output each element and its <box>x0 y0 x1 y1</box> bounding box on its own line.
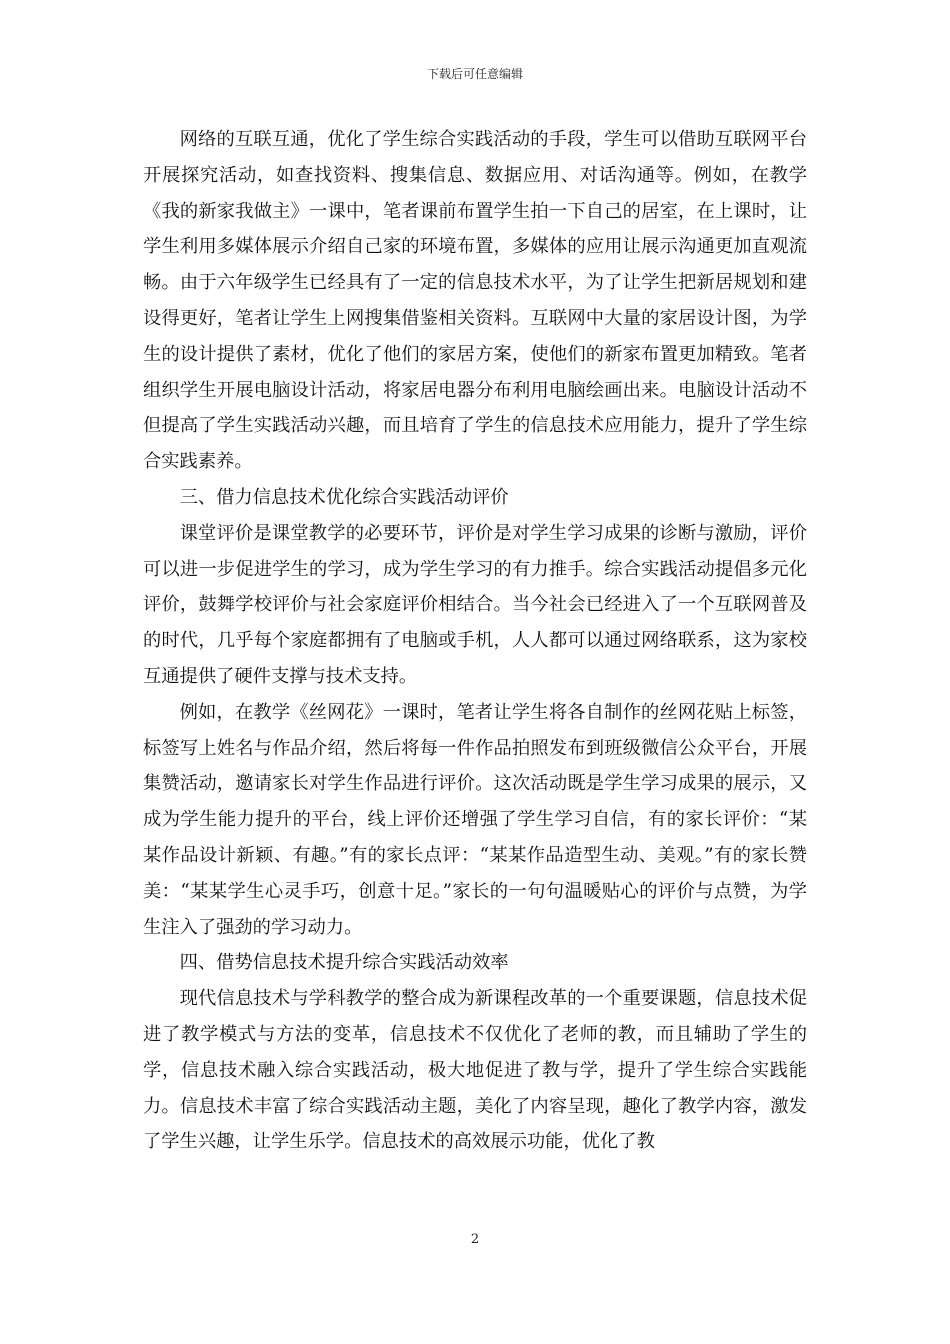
page-number: 2 <box>470 1232 480 1247</box>
paragraph-classroom-evaluation: 课堂评价是课堂教学的必要环节，评价是对学生学习成果的诊断与激励，评价可以进一步促进学生的学习，成为学生学习的有力推手。综合实践活动提倡多元化评价，鼓舞学校评价与社会家庭评价相结合。当今社会已经进入了一个互联网普及的时代，几乎每个家庭都拥有了电脑或手机，人人都可以通过网络联系，这为家校互通提供了硬件支撑与技术支持。 <box>143 522 807 687</box>
page-header: 下载后可任意编辑 <box>426 67 523 81</box>
document-body <box>143 122 807 1160</box>
paragraph-silk-flower-example: 例如，在教学《丝网花》一课时，笔者让学生将各自制作的丝网花贴上标签，标签写上姓名与作品介绍，然后将每一件作品拍照发布到班级微信公众平台，开展集赞活动，邀请家长对学生作品进行评价。这次活动既是学生学习成果的展示，又成为学生能力提升的平台，线上评价还增强了学生学习自信，有的家长评价：“某某作品设计新颖、有趣。”有的家长点评：“某某作品造型生动、美观。”有的家长赞美：“某某学生心灵手巧，创意十足。”家长的一句句温暖贴心的评价与点赞，为学生注入了强劲的学习动力。 <box>143 701 807 938</box>
paragraph-information-technology: 现代信息技术与学科教学的整合成为新课程改革的一个重要课题，信息技术促进了教学模式与方法的变革，信息技术不仅优化了老师的教，而且辅助了学生的学，信息技术融入综合实践活动，极大地促进了教与学，提升了学生综合实践能力。信息技术丰富了综合实践活动主题，美化了内容呈现，趣化了教学内容，激发了学生兴趣，让学生乐学。信息技术的高效展示功能，优化了教 <box>143 988 807 1153</box>
paragraph-internet-means: 网络的互联互通，优化了学生综合实践活动的手段，学生可以借助互联网平台开展探究活动，如查找资料、搜集信息、数据应用、对话沟通等。例如，在教学《我的新家我做主》一课中，笔者课前布置学生拍一下自己的居室，在上课时，让学生利用多媒体展示介绍自己家的环境布置，多媒体的应用让展示沟通更加直观流畅。由于六年级学生已经具有了一定的信息技术水平，为了让学生把新居规划和建设得更好，笔者让学生上网搜集借鉴相关资料。互联网中大量的家居设计图，为学生的设计提供了素材，优化了他们的家居方案，使他们的新家布置更加精致。笔者组织学生开展电脑设计活动，将家居电器分布利用电脑绘画出来。电脑设计活动不但提高了学生实践活动兴趣，而且培育了学生的信息技术应用能力，提升了学生综合实践素养。 <box>143 129 807 473</box>
section-heading-evaluation: 三、借力信息技术优化综合实践活动评价 <box>179 486 509 508</box>
section-heading-efficiency: 四、借势信息技术提升综合实践活动效率 <box>179 952 509 974</box>
